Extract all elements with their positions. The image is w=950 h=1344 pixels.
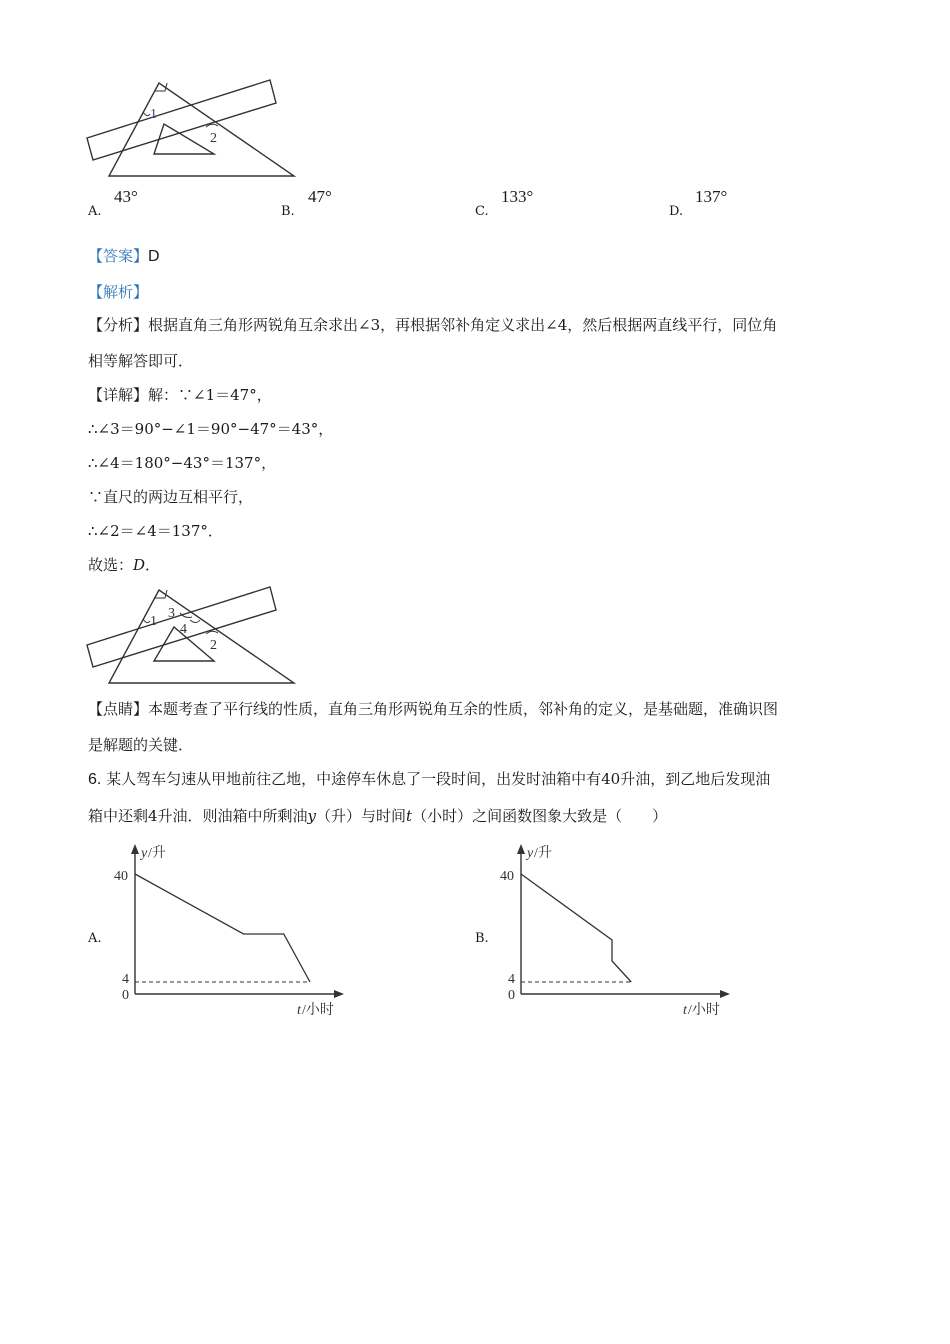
question6-var-y: y [307, 807, 317, 825]
question6-line-1 [88, 768, 770, 791]
choice-d-value: 137° [695, 187, 728, 206]
angle-label-3: 3 [168, 606, 175, 621]
x-axis-var: t [683, 1003, 687, 1018]
fenxi-line-1 [88, 314, 777, 336]
y-axis-arrow [517, 844, 525, 854]
graph-a-letter: A. [88, 931, 102, 946]
tick-label-4: 4 [122, 972, 129, 987]
step-2: ∴∠4＝180°−43°＝137°， [88, 454, 277, 472]
ruler-outline [87, 80, 276, 160]
choice-c-value: 133° [501, 187, 534, 206]
x-axis-arrow [720, 990, 730, 998]
xiangjie-tag: 【详解】 [88, 386, 149, 404]
analysis-tag-line [88, 281, 148, 303]
graph-b [496, 840, 736, 1025]
conclusion-prefix: 故选： [88, 556, 134, 574]
choice-c-letter: C. [475, 204, 489, 219]
dianjing-line-1 [88, 698, 778, 720]
conclusion-choice: D [133, 556, 146, 574]
xiangjie-line [88, 384, 272, 406]
figure-ruler-triangle-top [84, 78, 304, 183]
tick-label-40: 40 [500, 869, 514, 884]
figure-ruler-triangle-bottom [84, 585, 304, 690]
analysis-tag: 【解析】 [88, 283, 149, 301]
question6-text-2a: 箱中还剩4升油．则油箱中所剩油 [88, 807, 308, 825]
y-axis-var: y [141, 846, 148, 861]
choice-a-letter: A. [88, 204, 102, 219]
question6-text-1: 某人驾车匀速从甲地前往乙地，中途停车休息了一段时间，出发时油箱中有40升油，到乙地后发现油 [101, 770, 771, 788]
x-axis-var: t [297, 1003, 301, 1018]
question6-number: 6. [88, 771, 102, 788]
dianjing-text-1: 本题考查了平行线的性质，直角三角形两锐角互余的性质，邻补角的定义，是基础题，准确识图 [148, 700, 779, 718]
step-4: ∴∠2＝∠4＝137°． [88, 522, 223, 540]
graph-b-letter: B. [475, 931, 489, 946]
tick-label-0: 0 [508, 988, 515, 1003]
question6-text-2b: （升）与时间 [316, 807, 407, 825]
y-axis-unit: /升 [534, 846, 552, 861]
angle-label-2: 2 [210, 638, 217, 653]
conclusion-suffix: ． [145, 556, 161, 574]
x-axis-arrow [334, 990, 344, 998]
x-axis-unit: /小时 [302, 1003, 334, 1018]
y-axis-arrow [131, 844, 139, 854]
angle-1-arc [143, 619, 150, 623]
triangle-inner [154, 124, 214, 154]
fenxi-text-1: 根据直角三角形两锐角互余求出∠3，再根据邻补角定义求出∠4，然后根据两直线平行，同位角 [148, 316, 778, 334]
triangle-outline [109, 83, 294, 176]
angle-label-4: 4 [180, 622, 187, 637]
tick-label-40: 40 [114, 869, 128, 884]
y-axis-var: y [527, 846, 534, 861]
fuel-line [135, 874, 310, 982]
angle-1-arc [143, 112, 150, 116]
tick-label-4: 4 [508, 972, 515, 987]
angle-label-2: 2 [210, 131, 217, 146]
graph-a [110, 840, 350, 1025]
answer-tag: 【答案】 [88, 247, 149, 265]
conclusion-line [88, 554, 160, 576]
answer-value: D [148, 248, 160, 265]
y-axis-unit: /升 [148, 846, 166, 861]
fenxi-line-2 [88, 350, 193, 372]
question6-text-2c: （小时）之间函数图象大致是（ ） [412, 807, 668, 825]
answer-line [88, 245, 160, 268]
choice-a-value: 43° [114, 187, 138, 206]
fenxi-text-2: 相等解答即可． [88, 352, 194, 370]
step-3: ∵直尺的两边互相平行， [88, 488, 254, 506]
choice-b-value: 47° [308, 187, 332, 206]
dianjing-tag: 【点睛】 [88, 700, 149, 718]
x-axis-unit: /小时 [688, 1003, 720, 1018]
tick-label-0: 0 [122, 988, 129, 1003]
step-1: ∴∠3＝90°−∠1＝90°−47°＝43°， [88, 420, 334, 438]
choice-b-letter: B. [281, 204, 295, 219]
angle-4-arc [190, 620, 200, 623]
choice-d-letter: D. [669, 204, 684, 219]
question6-line-2 [88, 805, 667, 827]
question6-var-t: t [406, 807, 413, 825]
fuel-line [521, 874, 631, 982]
angle-label-1: 1 [150, 614, 157, 629]
triangle-outline [109, 590, 294, 683]
xiangjie-text: 解：∵∠1＝47°， [148, 386, 272, 404]
dianjing-text-2: 是解题的关键． [88, 736, 194, 754]
fenxi-tag: 【分析】 [88, 316, 149, 334]
angle-label-1: 1 [150, 107, 157, 122]
dianjing-line-2 [88, 734, 193, 756]
